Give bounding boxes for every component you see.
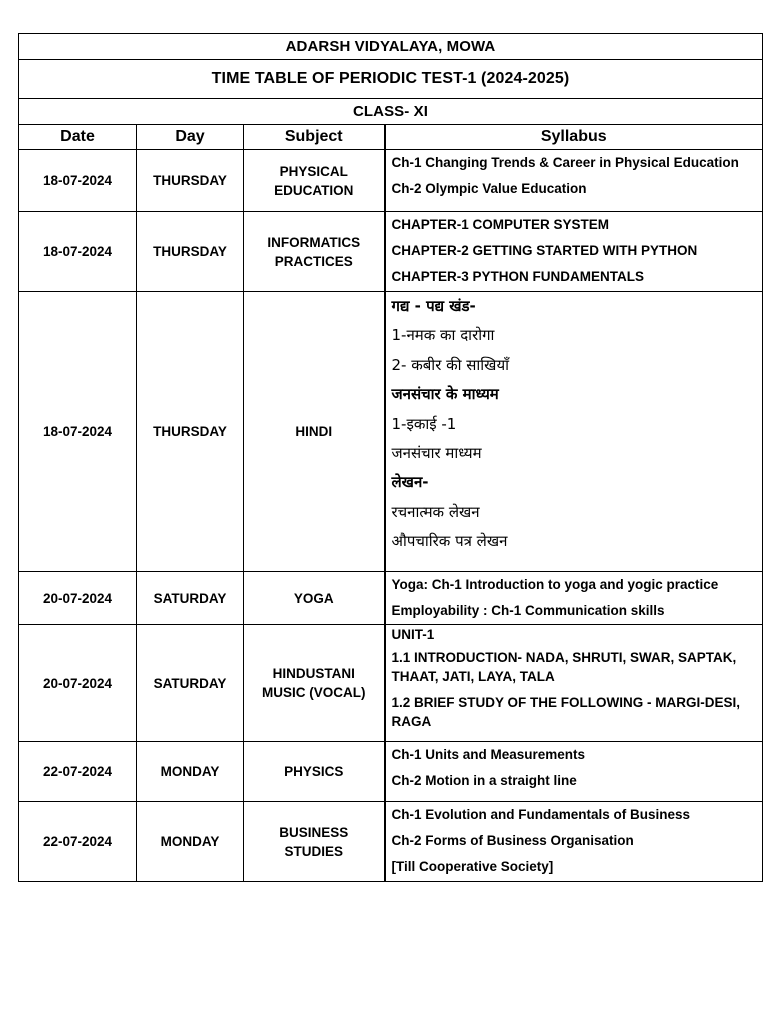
exam-day: THURSDAY	[137, 150, 244, 212]
table-row	[19, 802, 763, 882]
syllabus-line: 1.2 BRIEF STUDY OF THE FOLLOWING - MARGI-DESI, RAGA	[391, 695, 741, 729]
subject-line: YOGA	[293, 590, 334, 606]
exam-day: MONDAY	[137, 742, 244, 802]
syllabus-line: 1-नमक का दारोगा	[391, 326, 495, 345]
exam-subject	[244, 572, 385, 625]
exam-date: 20-07-2024	[19, 625, 137, 742]
table-row	[19, 212, 763, 292]
subject-line: PHYSICS	[284, 764, 344, 779]
subject-line: INFORMATICS	[267, 234, 361, 250]
exam-syllabus	[385, 292, 763, 572]
subject-line: EDUCATION	[274, 182, 354, 198]
exam-date: 22-07-2024	[19, 802, 137, 882]
exam-day: SATURDAY	[137, 625, 244, 742]
syllabus-line: [Till Cooperative Society]	[391, 859, 554, 874]
table-row	[19, 150, 763, 212]
subject-line: PRACTICES	[274, 253, 353, 269]
exam-day: THURSDAY	[137, 212, 244, 292]
table-row	[19, 625, 763, 742]
subject-line: STUDIES	[284, 843, 343, 859]
syllabus-line: CHAPTER-2 GETTING STARTED WITH PYTHON	[391, 243, 698, 258]
syllabus-line: CHAPTER-1 COMPUTER SYSTEM	[391, 217, 610, 232]
column-header-day: Day	[137, 125, 244, 150]
exam-date: 18-07-2024	[19, 150, 137, 212]
class-label: CLASS- XI	[19, 99, 763, 125]
exam-syllabus	[385, 742, 763, 802]
syllabus-line: जनसंचार माध्यम	[391, 444, 482, 463]
exam-subject	[244, 292, 385, 572]
syllabus-line: रचनात्मक लेखन	[391, 502, 480, 521]
syllabus-line: Yoga: Ch-1 Introduction to yoga and yogic practice	[391, 577, 719, 592]
syllabus-line: Ch-1 Changing Trends & Career in Physical Education	[391, 155, 739, 170]
exam-syllabus	[385, 802, 763, 882]
syllabus-heading: गद्य - पद्य खंड-	[391, 297, 476, 315]
column-header-row	[19, 125, 763, 150]
syllabus-line: 2- कबीर की साखियाँ	[391, 355, 510, 374]
exam-day: THURSDAY	[137, 292, 244, 572]
syllabus-line: 1-इकाई -1	[391, 414, 457, 433]
column-header-date: Date	[19, 125, 137, 150]
class-row	[19, 99, 763, 125]
exam-day: SATURDAY	[137, 572, 244, 625]
exam-date: 18-07-2024	[19, 292, 137, 572]
subject-line: MUSIC (VOCAL)	[262, 685, 366, 700]
syllabus-line: Ch-1 Units and Measurements	[391, 747, 586, 762]
subject-line: HINDUSTANI	[272, 666, 355, 681]
exam-subject	[244, 625, 385, 742]
column-header-subject: Subject	[244, 125, 385, 150]
syllabus-line: Ch-2 Forms of Business Organisation	[391, 833, 634, 848]
syllabus-line: Ch-2 Olympic Value Education	[391, 181, 587, 196]
syllabus-line: Ch-2 Motion in a straight line	[391, 773, 577, 788]
timetable	[18, 33, 763, 882]
table-row	[19, 742, 763, 802]
exam-date: 18-07-2024	[19, 212, 137, 292]
column-header-syllabus: Syllabus	[385, 125, 763, 150]
exam-syllabus	[385, 572, 763, 625]
table-row	[19, 292, 763, 572]
syllabus-line: UNIT-1	[391, 627, 435, 642]
syllabus-line: औपचारिक पत्र लेखन	[391, 532, 508, 551]
exam-subject	[244, 802, 385, 882]
exam-syllabus	[385, 150, 763, 212]
table-row	[19, 572, 763, 625]
subject-line: BUSINESS	[279, 824, 349, 840]
exam-syllabus	[385, 212, 763, 292]
school-row	[19, 34, 763, 60]
exam-day: MONDAY	[137, 802, 244, 882]
exam-subject	[244, 212, 385, 292]
timetable-sheet	[18, 33, 762, 882]
title-row	[19, 60, 763, 99]
syllabus-heading: जनसंचार के माध्यम	[391, 385, 499, 404]
subject-line: HINDI	[295, 424, 333, 439]
syllabus-line: Employability : Ch-1 Communication skills	[391, 603, 665, 618]
syllabus-line: 1.1 INTRODUCTION- NADA, SHRUTI, SWAR, SAPTAK, THAAT, JATI, LAYA, TALA	[391, 650, 737, 684]
syllabus-line: Ch-1 Evolution and Fundamentals of Business	[391, 807, 691, 822]
exam-subject	[244, 742, 385, 802]
exam-subject	[244, 150, 385, 212]
school-name: ADARSH VIDYALAYA, MOWA	[19, 34, 763, 60]
syllabus-line: CHAPTER-3 PYTHON FUNDAMENTALS	[391, 269, 644, 284]
subject-line: PHYSICAL	[279, 163, 348, 179]
exam-date: 22-07-2024	[19, 742, 137, 802]
exam-syllabus	[385, 625, 763, 742]
exam-date: 20-07-2024	[19, 572, 137, 625]
timetable-title: TIME TABLE OF PERIODIC TEST-1 (2024-2025)	[19, 60, 763, 99]
syllabus-heading: लेखन-	[391, 473, 429, 492]
